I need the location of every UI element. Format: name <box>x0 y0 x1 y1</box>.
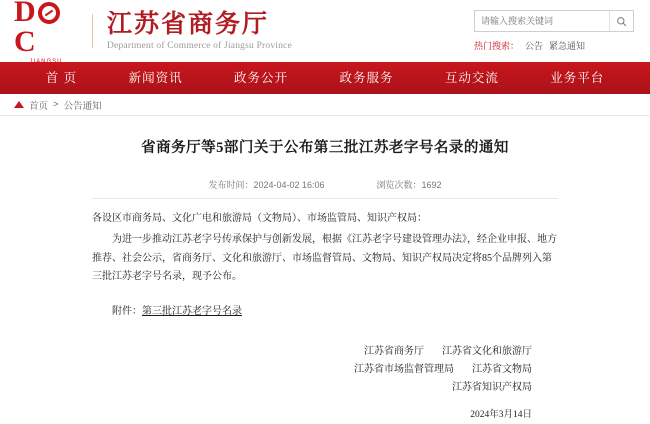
breadcrumb-item-home[interactable]: 首页 <box>29 100 49 112</box>
hot-search-label: 热门搜索： <box>474 41 520 51</box>
site-title-block <box>107 11 292 52</box>
signoff-dept-culture-tourism: 江苏省文化和旅游厅 <box>442 345 532 357</box>
main-nav <box>0 62 650 94</box>
site-title-en: Department of Commerce of Jiangsu Province <box>107 41 292 52</box>
view-count-label: 浏览次数： <box>376 179 422 190</box>
signoff-date: 2024年3月14日 <box>470 409 532 420</box>
attachment-row <box>92 302 558 317</box>
breadcrumb-item-notice[interactable]: 公告通知 <box>63 100 102 112</box>
home-icon <box>14 101 24 108</box>
logo-sub-text: JIANGSU <box>29 59 63 65</box>
signoff-dept-ip: 江苏省知识产权局 <box>452 381 532 393</box>
signoff-row-2 <box>92 361 558 379</box>
search-box[interactable] <box>474 10 634 32</box>
publish-time-value: 2024-04-02 16:06 <box>253 179 325 190</box>
signoff-dept-cultural-relics: 江苏省文物局 <box>472 363 532 375</box>
search-input[interactable] <box>475 11 609 31</box>
hot-search-link-0[interactable]: 公告 <box>525 41 544 51</box>
page-title: 省商务厅等5部门关于公布第三批江苏老字号名录的通知 <box>141 140 509 156</box>
logo-divider <box>92 14 93 48</box>
view-count <box>377 178 442 191</box>
search-button[interactable] <box>609 11 633 31</box>
logo-doc-text: DC <box>14 0 78 57</box>
signoff-dept-commerce: 江苏省商务厅 <box>364 345 424 357</box>
article-paragraph-1: 为进一步推动江苏老字号传承保护与创新发展，根据《江苏老字号建设管理办法》，经企业申报、地方推荐、社会公示，省商务厅、文化和旅游厅、市场监督管局、文物局、知识产权局决定将85个品牌列入第三批江苏老字号名录，现予公布。 <box>92 234 557 283</box>
view-count-value: 1692 <box>421 179 442 190</box>
hot-search-row <box>474 39 634 52</box>
nav-item-govservice[interactable]: 政务服务 <box>339 71 394 85</box>
signoff-row-1 <box>92 343 558 361</box>
logo-mark <box>14 0 78 65</box>
article-meta <box>92 178 558 199</box>
signoff-row-3 <box>92 379 558 397</box>
article-body <box>92 210 558 287</box>
search-icon <box>616 16 627 27</box>
logo-o-ring-icon <box>38 2 60 24</box>
breadcrumb-separator: > <box>53 99 59 110</box>
publish-time <box>208 178 324 191</box>
search-area <box>474 10 634 52</box>
site-header <box>0 0 650 65</box>
article-paragraph-0: 各设区市商务局、文化广电和旅游局（文物局）、市场监管局、知识产权局： <box>92 212 427 224</box>
hot-search-link-1[interactable]: 紧急通知 <box>549 41 586 51</box>
signoff-block <box>92 343 558 424</box>
site-title-cn: 江苏省商务厅 <box>107 10 270 38</box>
publish-time-label: 发布时间： <box>208 179 254 190</box>
nav-item-news[interactable]: 新闻资讯 <box>128 71 183 85</box>
article <box>0 116 650 424</box>
nav-item-home[interactable]: 首 页 <box>45 71 78 85</box>
attachment-label: 附件： <box>112 305 142 317</box>
nav-item-govopen[interactable]: 政务公开 <box>234 71 289 85</box>
nav-item-interaction[interactable]: 互动交流 <box>444 71 499 85</box>
attachment-link[interactable]: 第三批江苏老字号名录 <box>142 305 242 317</box>
breadcrumb <box>0 94 650 116</box>
signoff-dept-market-regulation: 江苏省市场监督管理局 <box>354 363 454 375</box>
site-logo[interactable] <box>14 0 292 65</box>
nav-item-platform[interactable]: 业务平台 <box>550 71 605 85</box>
